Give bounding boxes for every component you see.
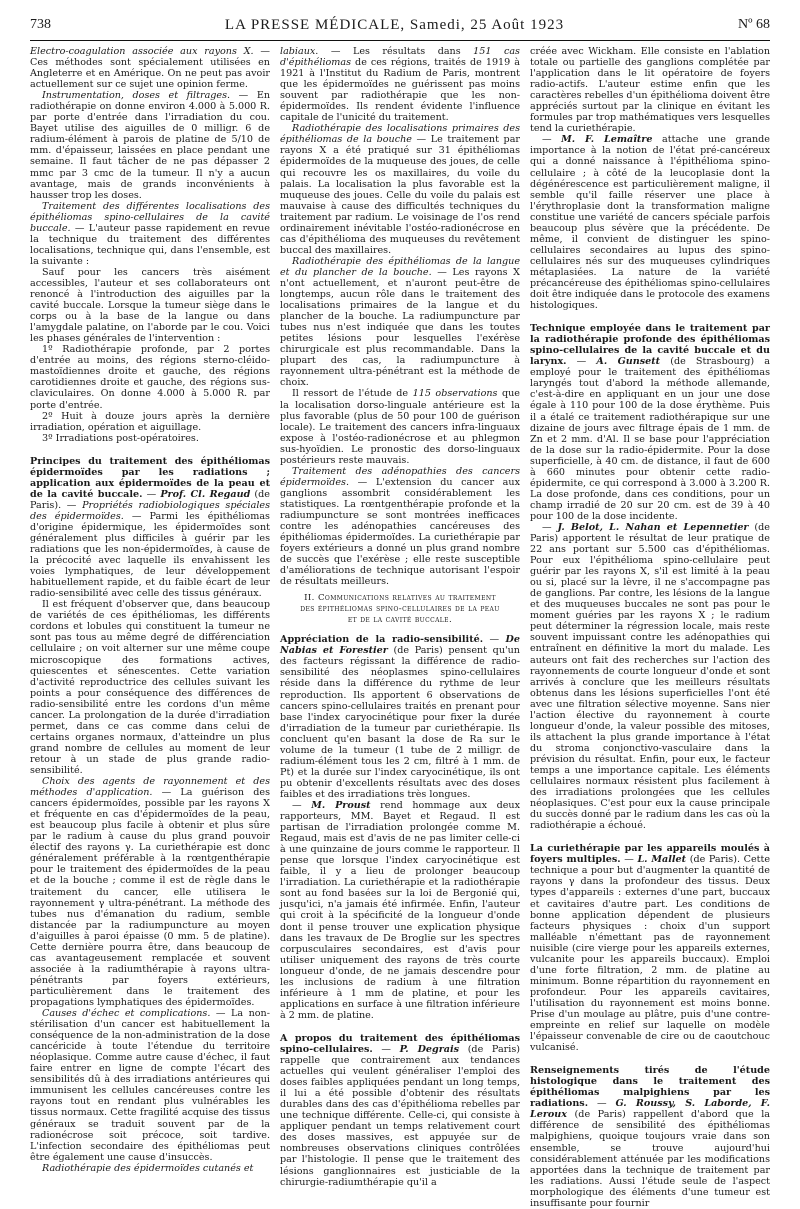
- section-spacer: [530, 831, 770, 843]
- section-spacer: [530, 1053, 770, 1065]
- text-columns: [30, 46, 771, 1209]
- part-heading-line: II. Communications relatives au traitement: [304, 593, 496, 604]
- paragraph: A propos du traitement des épithéliomas spino-cellulaires. — P. Degrais (de Paris) rappelle que contrairement aux tendances actuelles qui veulent généraliser l'emploi des doses faibles appliquées pendant un long temps, il lui a été possible d'obtenir des résultats durables dans des cas d'épithélioma rebelles par une technique différente. Celle-ci, qui consiste à appliquer pendant un temps relativement court des doses massives, est appuyée sur de nombreuses observations cliniques contrôlées par l'histologie. Il pense que le traitement des lésions ganglionnaires est justiciable de la chirurgie-radiumthérapie qu'il a: [280, 1032, 520, 1188]
- page-number: 738: [30, 17, 51, 32]
- paragraph: Choix des agents de rayonnement et des méthodes d'application. — La guérison des cancers épidermoïdes, possible par les rayons X et fréquente en cas d'épidermoïdes de la peau, est beaucoup plus facile à obtenir et plus sûre par le radium à cause du plus grand pouvoir électif des rayons γ. La curiethérapie est donc généralement préférable à la rœntgenthérapie pour le traitement des épidermoïdes de la peau et de la bouche ; comme il est de règle dans le traitement du cancer, elle utilisera le rayonnement γ ultra-pénétrant. La méthode des tubes nus d'émanation du radium, semble distancée par la radiumpuncture au moyen d'aiguilles à paroi épaisse (0 mm. 5 de platine). Cette dernière pourra être, dans beaucoup de cas avantageusement remplacée et souvent associée à la radiumthérapie à rayons ultra-pénétrants par foyers extérieurs, particulièrement dans le traitement des propagations lymphatiques des épidermoïdes.: [30, 776, 270, 1008]
- section-spacer: [280, 1021, 520, 1033]
- paragraph: Technique employée dans le traitement par la radiothérapie profonde des épithéliomas spino-cellulaires de la cavité buccale et du larynx. — A. Gunsett (de Strasbourg) a employé pour le traitement des épithéliomas laryngés tout d'abord la méthode allemande, c'est-à-dire en appliquant en un jour une dose égale à 110 pour 100 de la dose érythème. Puis il a étalé ce traitement radiothérapique sur une dizaine de jours avec filtrage épais de 1 mm. de Zn et 2 mm. d'Al. Il se base pour l'appréciation de la dose sur la radio-épidermite. Pour la dose superficielle, à 40 cm. de distance, il faut de 600 à 660 minutes pour obtenir cette radio-épidermite, ce qui correspond à 3.000 à 3.200 R. La dose profonde, dans ces conditions, pour un champ irradié de 20 sur 20 cm. est de 39 à 40 pour 100 de la dose incidente.: [530, 323, 770, 522]
- section-spacer: [30, 444, 270, 456]
- paragraph: Radiothérapie des épidermoïdes cutanés et: [42, 1162, 254, 1174]
- section-spacer: [530, 311, 770, 323]
- journal-title: LA PRESSE MÉDICALE, Samedi, 25 Août 1923: [224, 16, 565, 33]
- paragraph: — M. F. Lemaître attache une grande importance à la notion de l'état pré-cancéreux qui a donné naissance à l'épithélioma spino-cellulaire ; à côté de la leucoplasie dont la dégénérescence est particulièrement maligne, il semble qu'il faille réserver une place à l'érythroplasie dont la transformation maligne constitue une variété de cancers spéciale parfois beaucoup plus sévère que la précédente. De même, il convient de distinguer les spino-cellulaires secondaires au lupus des spino-cellulaires nés sur des muqueuses cylindriques métaplasiées. La nature de la variété précancéreuse des épithéliomas spino-cellulaires doit être indiquée dans le protocole des examens histologiques.: [530, 134, 770, 312]
- paragraph: Appréciation de la radio-sensibilité. — De Nabias et Forestier (de Paris) pensent qu'un des facteurs régissant la différence de radio-sensibilité des néoplasmes spino-cellulaires réside dans la différence du rythme de leur reproduction. Ils apportent 6 observations de cancers spino-cellulaires traités en prenant pour base l'index caryocinétique pour fixer la durée d'irradiation de la tumeur par curiethérapie. Ils concluent qu'en basant la dose de Ra sur le volume de la tumeur (1 tube de 2 milligr. de radium-élément tous les 2 cm, filtré à 1 mm. de Pt) et la durée sur l'index caryocinétique, ils ont pu obtenir d'excellents résultats avec des doses faibles et des irradiations très longues.: [280, 634, 520, 800]
- paragraph: — J. Belot, L. Nahan et Lepennetier (de Paris) apportent le résultat de leur pratique de 22 ans portant sur 5.500 cas d'épithéliomas. Pour eux l'épithélioma spino-cellulaire peut guérir par les rayons X, s'il est limité à la peau ou si, placé sur la lèvre, il ne s'accompagne pas de ganglions. Par contre, les lésions de la langue et des muqueuses buccales ne sont pas pour le moment guéries par les rayons X ; le radium peut déterminer la régression locale, mais reste souvent impuissant contre les adénopathies qui entraînent en définitive la mort du malade. Les auteurs ont fait des recherches sur l'action des rayonnements de courte longueur d'onde et sont arrivés à conclure que les meilleurs résultats obtenus dans les lésions superficielles l'ont été avec une filtration sélective moyenne. Sans nier l'action élective du rayonnement à courte longueur d'onde, la valeur possible des mitoses, ils attachent la plus grande importance à l'état du stroma conjonctivo-vasculaire dans la prévision du résultat. Enfin, pour eux, le facteur temps a une importance capitale. Les éléments cellulaires normaux résistent plus facilement à des irradiations prolongées que les cellules néoplasiques. C'est pour eux la cause principale du succès donné par le radium dans les cas où la radiothérapie a échoué.: [530, 521, 770, 832]
- paragraph: Principes du traitement des épithéliomas épidermoïdes par les radiations ; application aux épidermoïdes de la peau et de la cavité buccale. — Prof. Cl. Regaud (de Paris). — Propriétés radiobiologiques spéciales des épidermoïdes. — Parmi les épithéliomas d'origine épidermique, les épidermoïdes sont généralement plus difficiles à guérir par les radiations que les non-épidermoïdes, à cause de la précocité avec laquelle ils envahissent les voies lymphatiques, de leur développement habituellement rapide, et du faible écart de leur radio-sensibilité avec celle des tissus généraux.: [30, 455, 271, 600]
- paragraph: — M. Proust rend hommage aux deux rapporteurs, MM. Bayet et Regaud. Il est partisan de l'irradiation prolongée comme M. Regaud, mais est d'avis de ne pas limiter celle-ci à une quinzaine de jours comme le rapporteur. Il pense que lorsque l'index caryocinétique est faible, il y a lieu de prolonger beaucoup l'irradiation. La curiethérapie et la radiothérapie sont au fond basées sur la loi de Bergonié qui, jusqu'ici, n'a jamais été infirmée. Enfin, l'auteur qui croit à la spécificité de la longueur d'onde dont il pense trouver une explication physique dans les travaux de De Broglie sur les spectres corpusculaires secondaires, est d'avis pour utiliser uniquement des rayons de très courte longueur d'onde, de ne jamais descendre pour les inclusions de radium à une filtration inférieure à 1 mm de platine, et pour les applications en surface à une filtration inférieure à 2 mm. de platine.: [280, 800, 520, 1021]
- paragraph: La curiethérapie par les appareils moulés à foyers multiples. — L. Mallet (de Paris). Cette technique a pour but d'augmenter la quantité de rayons γ dans la profondeur des tissus. Deux types d'appareils : externes d'une part, buccaux et cavitaires d'autre part. Les conditions de bonne application dépendent de plusieurs facteurs physiques : choix d'un support malléable n'émettant pas de rayonnement nuisible (cire vierge pour les appareils externes, vulcanite pour les appareils buccaux). Emploi d'une forte filtration, 2 mm. de platine au minimum. Bonne répartition du rayonnement en profondeur. Pour les appareils cavitaires, l'utilisation du rayonnement est moins bonne. Prise d'un moulage au plâtre, puis d'une contre-empreinte en relief sur laquelle on modèle l'épaisseur convenable de cire ou de caoutchouc vulcanisé.: [530, 843, 771, 1054]
- column-1: [30, 46, 271, 1174]
- paragraph: Il ressort de l'étude de 115 observations que la localisation dorso-linguale antérieure est la plus favorable (plus de 50 pour 100 de guérison locale). Le traitement des cancers infra-linguaux expose à l'ostéo-radionécrose et au phlegmon sus-hyoïdien. Le pronostic des dorso-linguaux postérieurs reste mauvais.: [280, 388, 520, 466]
- paragraph: Traitement des adénopathies des cancers épidermoïdes. — L'extension du cancer aux ganglions assombrit considérablement les statistiques. La rœntgenthérapie profonde et la radiumpuncture se sont montrées inefficaces contre les adénopathies cancéreuses des épithéliomas épidermoïdes. La curiethérapie par foyers extérieurs a donné un plus grand nombre de succès que l'exérèse ; elle reste susceptible d'améliorations de technique autorisant l'espoir de résultats meilleurs.: [280, 465, 520, 588]
- column-2: [280, 46, 520, 1188]
- paragraph: Electro-coagulation associée aux rayons X. — Ces méthodes sont spécialement utilisées en Angleterre et en Amérique. On ne peut pas avoir actuellement sur ce sujet une opinion ferme.: [30, 46, 270, 91]
- paragraph: Sauf pour les cancers très aisément accessibles, l'auteur et ses collaborateurs ont renoncé à l'introduction des aiguilles par la cavité buccale. Lorsque la tumeur siège dans le corps ou à la base de la langue ou dans l'amygdale palatine, on l'aborde par le cou. Voici les phases générales de l'intervention :: [30, 266, 270, 345]
- column-3: [530, 46, 771, 1209]
- part-heading-line: des épithéliomas spino-cellulaires de la peau: [300, 604, 500, 615]
- paragraph: Radiothérapie des localisations primaires des épithéliomas de la bouche — Le traitement par rayons X a été pratiqué sur 31 épithéliomas épidermoïdes de la muqueuse des joues, de celle qui recouvre les os maxillaires, du voile du palais. La localisation la plus favorable est la muqueuse des joues. Celle du voile du palais est mauvaise à cause des difficultés techniques du traitement par radium. Le voisinage de l'os rend ordinairement inévitable l'ostéo-radionécrose en cas d'épithélioma des muqueuses du revêtement buccal des maxillaires.: [280, 123, 520, 256]
- page-header: [30, 10, 770, 41]
- issue-number: Nº 68: [738, 17, 770, 32]
- paragraph: créée avec Wickham. Elle consiste en l'ablation totale ou partielle des ganglions complétée par l'application dans le lit opératoire de foyers radio-actifs. L'auteur estime enfin que les caractères rebelles d'un épithélioma doivent être appréciés surtout par la clinique en évitant les formules par trop mathématiques vers lesquelles tend la curiethérapie.: [530, 46, 770, 135]
- part-heading: [280, 593, 520, 626]
- paragraph: 2º Huit à douze jours après la dernière irradiation, opération et aiguillage.: [30, 410, 270, 433]
- paragraph: Causes d'échec et complications. — La non-stérilisation d'un cancer est habituellement la conséquence de la non-administration de la dose cancéricide à toute l'étendue du territoire néoplasique. Comme autre cause d'échec, il faut faire entrer en ligne de compte l'écart des sensibilités dû à des irradiations antérieures qui immunisent les cellules cancéreuses contre les rayons tout en rendant plus vulnérables les tissus normaux. Cette fragilité acquise des tissus généraux se traduit souvent par de la radionécrose soit précoce, soit tardive. L'infection secondaire des épithéliomas peut être également une cause d'insuccès.: [30, 1008, 270, 1163]
- paragraph: 1º Radiothérapie profonde, par 2 portes d'entrée au moins, des régions sterno-cléido-mastoïdiennes droite et gauche, des régions carotidiennes droite et gauche, des régions sus-claviculaires. On donne 4.000 à 5.000 R. par porte d'entrée.: [30, 344, 270, 411]
- paragraph: Renseignements tirés de l'étude histologique dans le traitement des épithéliomas malpighiens par les radiations. — G. Roussy, S. Laborde, F. Leroux (de Paris) rappellent d'abord que la différence de sensibilité des épithéliomas malpighiens, quoique toujours vraie dans son ensemble, se trouve aujourd'hui considérablement atténuée par les modifications apportées dans la technique de traitement par les radiations. Aussi l'étude seule de l'aspect morphologique des éléments d'une tumeur est insuffisante pour fournir: [530, 1065, 770, 1209]
- paragraph: 3º Irradiations post-opératoires.: [42, 432, 199, 444]
- paragraph: Il est fréquent d'observer que, dans beaucoup de variétés de ces épithéliomas, les différents cordons et lobules qui constituent la tumeur ne sont pas tous au même degré de différenciation cellulaire ; on voit alterner sur une même coupe microscopique des formations actives, quiescentes et sénescentes. Cette variation d'activité reproductrice des cellules suivant les points a pour conséquence des différences de radio-sensibilité entre les cordons d'un même cancer. La prolongation de la durée d'irradiation permet, dans ce cas comme dans celui de certains organes normaux, d'atteindre un plus grand nombre de cellules au moment de leur retour à un stade de plus grande radio-sensibilité.: [30, 599, 270, 776]
- paragraph: Radiothérapie des épithéliomas de la langue et du plancher de la bouche. — Les rayons X n'ont actuellement, et n'auront peut-être de longtemps, aucun rôle dans le traitement des localisations primaires de la langue et du plancher de la bouche. La radiumpuncture par tubes nus n'est indiquée que dans les toutes petites lésions pour lesquelles l'exérèse chirurgicale est plus recommandable. Dans la plupart des cas, la radiumpuncture à rayonnement ultra-pénétrant est la méthode de choix.: [280, 255, 520, 389]
- paragraph: Traitement des différentes localisations des épithéliomas spino-cellulaires de la cavité buccale. — L'auteur passe rapidement en revue la technique du traitement des différentes localisations, technique qui, dans l'ensemble, est la suivante :: [30, 200, 270, 267]
- paragraph: Instrumentation, doses et filtrages. — En radiothérapie on donne environ 4.000 à 5.000 R. par porte d'entrée dans l'irradiation du cou. Bayet utilise des aiguilles de 0 milligr. 6 de radium-élément à parois de platine de 5/10 de mm. d'épaisseur, laissées en place pendant une semaine. Il faut tâcher de ne pas dépasser 2 mmc par 3 cmc de la tumeur. Il n'y a aucun avantage, mais de grands inconvénients à hausser trop les doses.: [30, 90, 270, 201]
- paragraph: labiaux. — Les résultats dans 151 cas d'épithéliomas de ces régions, traités de 1919 à 1921 à l'Institut du Radium de Paris, montrent que les épidermoïdes ne guérissent pas moins souvent par radiothérapie que les non-épidermoïdes. Ils rendent évidente l'influence capitale de l'unicité du traitement.: [280, 46, 520, 124]
- part-heading-line: et de la cavité buccale.: [347, 615, 453, 626]
